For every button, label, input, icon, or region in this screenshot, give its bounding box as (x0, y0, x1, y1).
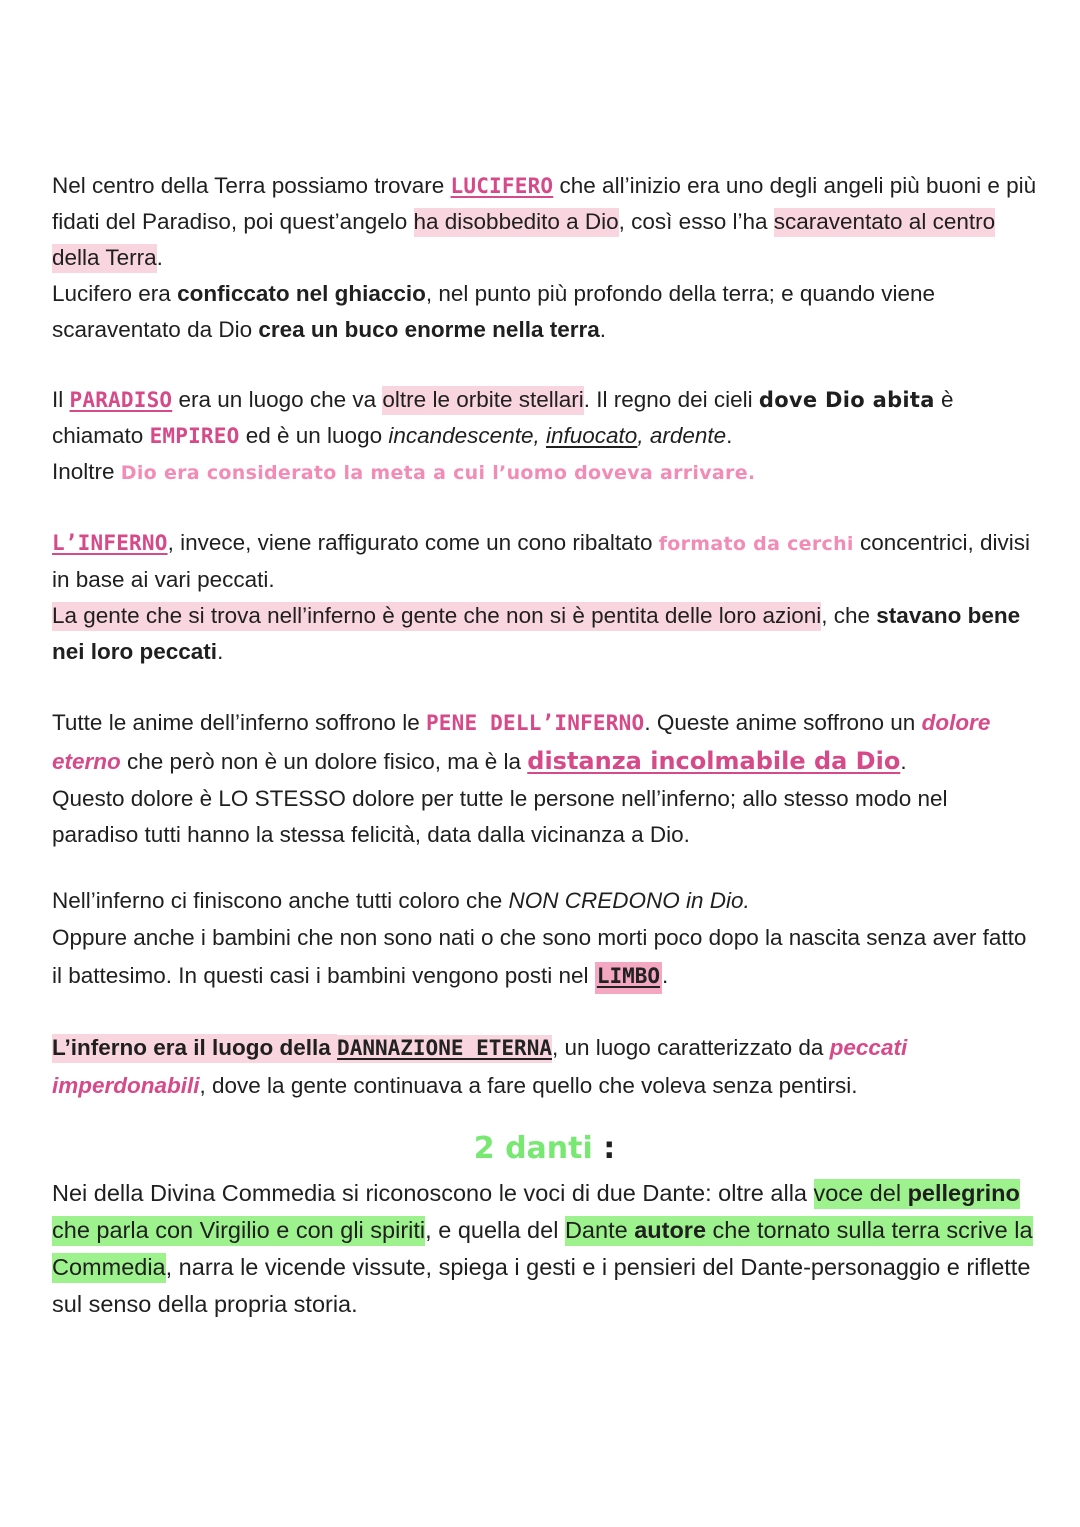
paragraph-meta (52, 454, 1037, 491)
text: . Queste anime soffrono un (644, 710, 922, 735)
text: . (726, 423, 733, 448)
heading-colon: : (592, 1131, 616, 1166)
text: . (900, 749, 907, 774)
text: , che (821, 603, 877, 628)
keyword-meta: Dio era considerato la meta a cui l’uomo doveva arrivare. (120, 462, 756, 484)
paragraph-inferno (52, 525, 1037, 598)
highlight-disobbedito: ha disobbedito a Dio (414, 208, 619, 237)
paragraph-limbo (52, 919, 1037, 995)
text: che all’inizio era uno degli angeli più buoni e più fidati del Paradiso, poi quest’angelo (52, 173, 1037, 234)
highlight-voce: voce del (814, 1179, 908, 1209)
text: Nei della Divina Commedia si riconoscono le voci di due Dante: oltre alla (52, 1180, 814, 1206)
highlight-scaraventato: scaraventato al centro della Terra (52, 208, 995, 273)
bold-buco: crea un buco enorme nella terra (258, 317, 600, 342)
text: Nell’inferno ci finiscono anche tutti coloro che (52, 888, 509, 913)
bold-peccati: stavano bene nei loro peccati (52, 603, 1021, 664)
highlight-pellegrino: pellegrino (908, 1179, 1020, 1209)
keyword-paradiso: PARADISO (69, 388, 173, 412)
bold-ghiaccio: conficcato nel ghiaccio (177, 281, 426, 306)
text: Oppure anche i bambini che non sono nati o che sono morti poco dopo la nascita senza aver fatto il battesimo. In questi casi i bambini vengono posti nel (52, 925, 1027, 988)
italic-infuocato: infuocato (545, 423, 638, 448)
text: concentrici, divisi in base ai vari peccati. (52, 530, 1031, 592)
paragraph-dannazione (52, 1029, 1037, 1105)
highlight-gente: La gente che si trova nell’inferno è gente che non si è pentita delle loro azioni (52, 602, 821, 631)
paragraph-ghiaccio (52, 276, 1037, 348)
text: . (217, 639, 224, 664)
paragraph-gente (52, 598, 1037, 670)
keyword-cerchi: formato da cerchi (658, 533, 854, 555)
keyword-peccati-imperdonabili: peccati imperdonabili (52, 1035, 908, 1098)
keyword-dannazione: DANNAZIONE ETERNA (337, 1035, 552, 1063)
text: , dove la gente continuava a fare quello che voleva senza pentirsi. (199, 1073, 858, 1098)
highlight-commedia: che tornato sulla terra scrive la Commedia (52, 1216, 1033, 1283)
keyword-distanza: distanza incolmabile da Dio (527, 747, 901, 775)
paragraph-paradiso (52, 382, 1037, 454)
notes-page (52, 168, 1037, 1323)
italic-incandescente: incandescente, (388, 423, 546, 448)
text: era un luogo che va (172, 387, 383, 412)
text: è chiamato (52, 387, 954, 448)
keyword-empireo: EMPIREO (149, 424, 240, 448)
highlight-autore: autore (634, 1216, 706, 1246)
text: , così esso l’ha (618, 209, 774, 234)
highlight-dante: Dante (565, 1216, 634, 1246)
keyword-limbo: LIMBO (595, 962, 662, 994)
text: . (599, 317, 607, 342)
text: Nel centro della Terra possiamo trovare (52, 173, 451, 198)
text: . (156, 245, 163, 270)
paragraph-due-dante (52, 1175, 1037, 1323)
paragraph-lucifero (52, 168, 1037, 276)
heading-text: 2 danti (473, 1131, 593, 1166)
text: Il (52, 387, 70, 412)
keyword-dolore-eterno: dolore eterno (52, 710, 991, 774)
text: ed è un luogo (239, 423, 389, 448)
italic-ardente: , ardente (637, 423, 727, 448)
text: Tutte le anime dell’inferno soffrono le (52, 710, 426, 735)
heading-2-danti (52, 1123, 1037, 1175)
text: , invece, viene raffigurato come un cono ribaltato (167, 530, 659, 555)
paragraph-stesso (52, 781, 1037, 853)
text: Questo dolore è LO STESSO dolore per tutte le persone nell’inferno; allo stesso modo nel paradiso tutti hanno la stessa felicità, data dalla vicinanza a Dio. (52, 786, 948, 847)
text: , nel punto più profondo della terra; e quando viene scaraventato da Dio (52, 281, 936, 342)
text: Lucifero era (52, 281, 178, 306)
highlight-virgilio: che parla con Virgilio e con gli spiriti (52, 1216, 425, 1246)
text: Inoltre (52, 459, 121, 484)
italic-non-credono: NON CREDONO in Dio. (508, 888, 750, 913)
paragraph-non-credono (52, 883, 1037, 919)
keyword-inferno: L’INFERNO (52, 531, 168, 555)
keyword-pene: PENE DELL’INFERNO (425, 711, 645, 735)
text: , un luogo caratterizzato da (551, 1035, 830, 1060)
text: . (662, 963, 669, 988)
keyword-dove-dio-abita: dove Dio abita (758, 388, 935, 412)
text: che però non è un dolore fisico, ma è la (120, 749, 528, 774)
text: . Il regno dei cieli (583, 387, 759, 412)
highlight-luogo: L’inferno era il luogo della (52, 1034, 337, 1063)
paragraph-pene (52, 704, 1037, 781)
text: , narra le vicende vissute, spiega i gesti e i pensieri del Dante-personaggio e riflette sul senso della propria storia. (52, 1254, 1031, 1317)
text: , e quella del (425, 1217, 565, 1243)
keyword-lucifero: LUCIFERO (450, 174, 554, 198)
highlight-orbite: oltre le orbite stellari (382, 386, 583, 415)
